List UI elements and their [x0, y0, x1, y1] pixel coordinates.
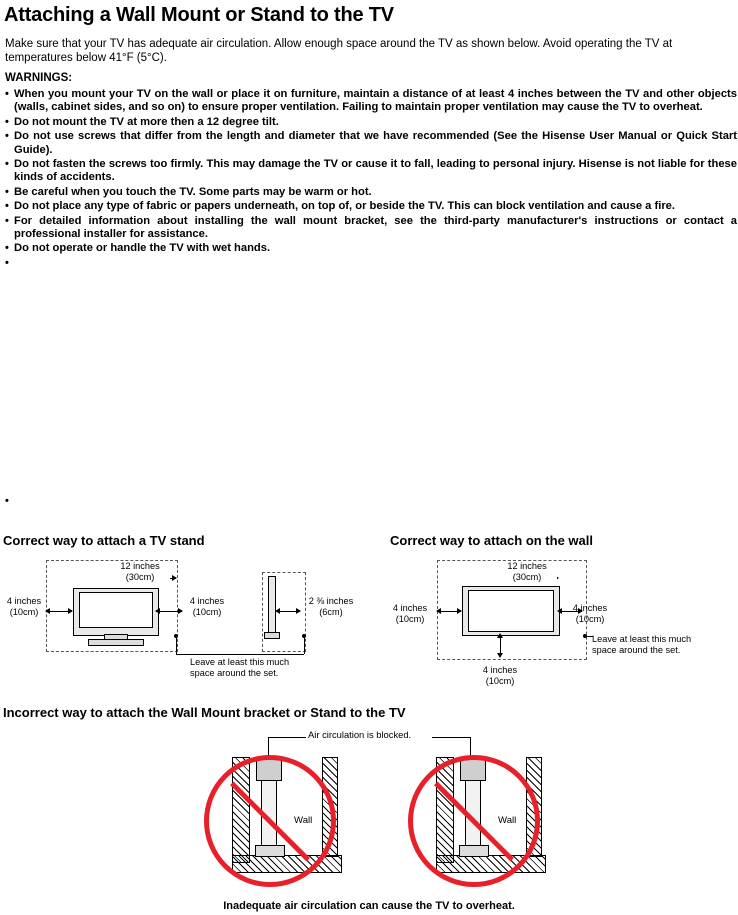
- wall-note-text: Leave at least this much space around the set.: [592, 634, 692, 655]
- wall-top-label: 12 inches (30cm): [497, 561, 557, 582]
- stand-left-arrow-right: [68, 608, 73, 614]
- list-item: • Be careful when you touch the TV. Some parts may be warm or hot.: [5, 186, 737, 199]
- warnings-label: WARNINGS:: [5, 72, 73, 84]
- page-title: Attaching a Wall Mount or Stand to the TV: [4, 4, 394, 26]
- list-item: • When you mount your TV on the wall or place it on furniture, maintain a distance of at least 4 inches between the TV and other objects (walls, cabinet sides, and so on) to ensure proper ventilation. Failing to maintain proper ventilation may cause the TV to overheat.: [5, 88, 737, 115]
- list-item: • Do not use screws that differ from the length and diameter that we have recommended (See the Hisense User Manual or Quick Start Guide).: [5, 130, 737, 157]
- stand-right-label: 4 inches (10cm): [189, 596, 225, 617]
- stand-tv-screen: [79, 592, 153, 628]
- incorrect-diagram-heading: Incorrect way to attach the Wall Mount bracket or Stand to the TV: [3, 705, 406, 720]
- stand-side-base: [264, 632, 280, 639]
- wall-left-arrow-right: [457, 608, 462, 614]
- right-wall-label: Wall: [498, 815, 517, 826]
- stand-right-arrow-left: [155, 608, 160, 614]
- air-blocked-leader-left: [268, 737, 306, 738]
- intro-paragraph: Make sure that your TV has adequate air circulation. Allow enough space around the TV as shown below. Avoid operating the TV at temperatures below 41°F (5°C).: [5, 38, 673, 64]
- stand-note-leader-left: [176, 636, 177, 654]
- stand-top-arrow-right: [172, 575, 177, 581]
- wall-diagram-heading: Correct way to attach on the wall: [390, 533, 593, 548]
- list-item: • Do not place any type of fabric or papers underneath, on top of, or beside the TV. This can block ventilation and cause a fire.: [5, 200, 737, 213]
- stand-diagram-heading: Correct way to attach a TV stand: [3, 533, 205, 548]
- list-item: • Do not operate or handle the TV with wet hands.: [5, 242, 737, 255]
- stand-side-tv-body: [268, 576, 276, 634]
- wall-bottom-arrow-up: [497, 633, 503, 638]
- list-item: • For detailed information about installing the wall mount bracket, see the third-party manufacturer's instructions or contact a professional installer for assistance.: [5, 215, 737, 242]
- wall-left-label: 4 inches (10cm): [392, 603, 428, 624]
- stand-left-label: 4 inches (10cm): [6, 596, 42, 617]
- stand-base: [88, 639, 144, 646]
- wall-tv-screen: [468, 590, 554, 632]
- air-blocked-leader-right-v: [470, 737, 471, 757]
- list-item-empty: [5, 257, 737, 270]
- list-item-empty-lower: •: [5, 495, 9, 507]
- wall-bottom-label: 4 inches (10cm): [482, 665, 518, 686]
- stand-side-arrow-left: [275, 608, 280, 614]
- wall-right-label: 4 inches (10cm): [572, 603, 608, 624]
- stand-side-label: 2 ⅜ inches (6cm): [308, 596, 354, 617]
- stand-top-label: 12 inches (30cm): [110, 561, 170, 582]
- list-item: • Do not mount the TV at more then a 12 degree tilt.: [5, 116, 737, 129]
- air-blocked-leader-left-v: [268, 737, 269, 757]
- left-wall-label: Wall: [294, 815, 313, 826]
- air-blocked-note: Air circulation is blocked.: [308, 729, 412, 740]
- wall-bottom-arrow-down: [497, 653, 503, 658]
- stand-note-text: Leave at least this much space around the set.: [190, 657, 290, 678]
- bottom-caption: Inadequate air circulation can cause the TV to overheat.: [223, 900, 515, 912]
- stand-note-leader-right: [304, 636, 305, 654]
- list-item: • Do not fasten the screws too firmly. This may damage the TV or cause it to fall, leading to personal injury. Hisense is not liable for these kinds of accidents.: [5, 158, 737, 185]
- air-blocked-leader-right: [432, 737, 470, 738]
- stand-note-leader-h: [176, 654, 304, 655]
- warnings-list: [5, 88, 737, 270]
